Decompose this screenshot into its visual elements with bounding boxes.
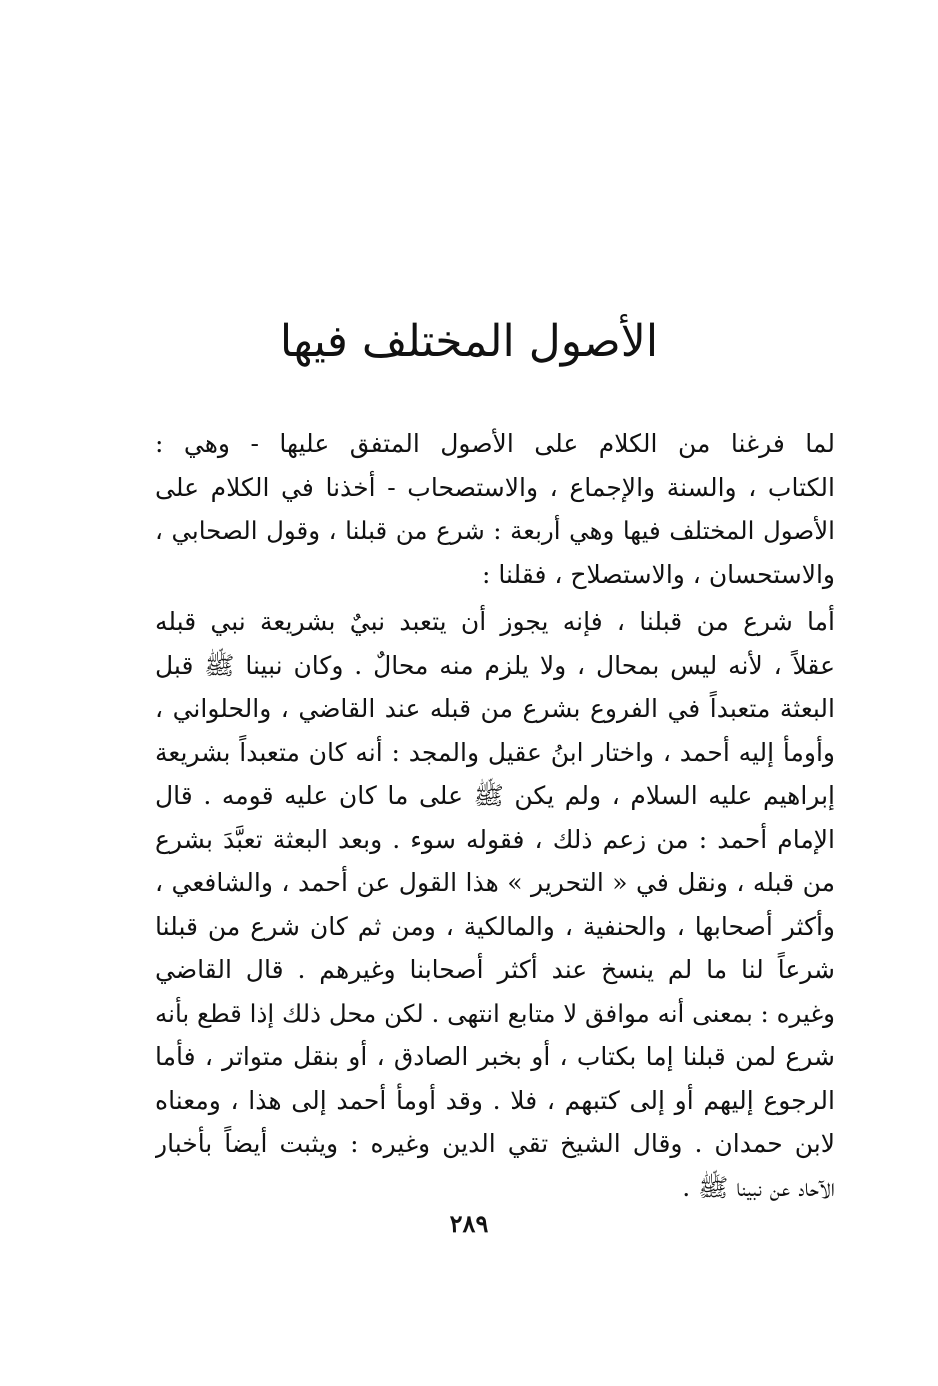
paragraph-prior-law: [155, 600, 835, 1209]
text-line: لما فرغنا من الكلام على الأصول المتفق عليها - وهي :: [155, 429, 835, 458]
text-line: الإمام أحمد : من زعم ذلك ، فقوله سوء . وبعد البعثة تعبَّدَ بشرع: [155, 824, 835, 854]
text-line: أما شرع من قبلنا ، فإنه يجوز أن يتعبد نبيٌ بشريعة نبي قبله: [155, 607, 835, 636]
text-line: شرع لمن قبلنا إما بكتاب ، أو بخبر الصادق ، أو بنقل متواتر ، فأما: [155, 1042, 835, 1071]
text-line: وأكثر أصحابها ، والحنفية ، والمالكية ، ومن ثم كان شرع من قبلنا: [155, 911, 835, 941]
text-line: من قبله ، ونقل في « التحرير » هذا القول عن أحمد ، والشافعي ،: [155, 868, 835, 897]
text-line: لابن حمدان . وقال الشيخ تقي الدين وغيره : ويثبت أيضاً بأخبار: [155, 1129, 835, 1158]
text-line: الأصول المختلف فيها وهي أربعة : شرع من قبلنا ، وقول الصحابي ،: [155, 516, 835, 545]
text-line: والاستحسان ، والاستصلاح ، فقلنا :: [481, 559, 835, 589]
text-line: إبراهيم عليه السلام ، ولم يكن ﷺ على ما كان عليه قومه . قال: [155, 781, 835, 810]
text-line: الرجوع إليهم أو إلى كتبهم ، فلا . وقد أومأ أحمد إلى هذا ، ومعناه: [155, 1085, 835, 1115]
text-line: وأومأ إليه أحمد ، واختار ابنُ عقيل والمجد : أنه كان متعبداً بشريعة: [155, 737, 835, 767]
text-line: عقلاً ، لأنه ليس بمحال ، ولا يلزم منه محالٌ . وكان نبينا ﷺ قبل: [155, 650, 835, 680]
text-line: الكتاب ، والسنة والإجماع ، والاستصحاب - أخذنا في الكلام على: [155, 472, 835, 502]
text-line: الآحاد عن نبينا ﷺ .: [682, 1172, 835, 1202]
page-number: ٢٨٩: [449, 1209, 489, 1238]
text-line: البعثة متعبداً في الفروع بشرع من قبله عند القاضي ، والحلواني ،: [155, 694, 835, 723]
text-line: وغيره : بمعنى أنه موافق لا متابع انتهى . لكن محل ذلك إذا قطع بأنه: [155, 998, 835, 1028]
chapter-title: الأصول المختلف فيها: [279, 316, 659, 367]
text-line: شرعاً لنا ما لم ينسخ عند أكثر أصحابنا وغيرهم . قال القاضي: [155, 955, 835, 984]
paragraph-intro: [155, 422, 835, 596]
